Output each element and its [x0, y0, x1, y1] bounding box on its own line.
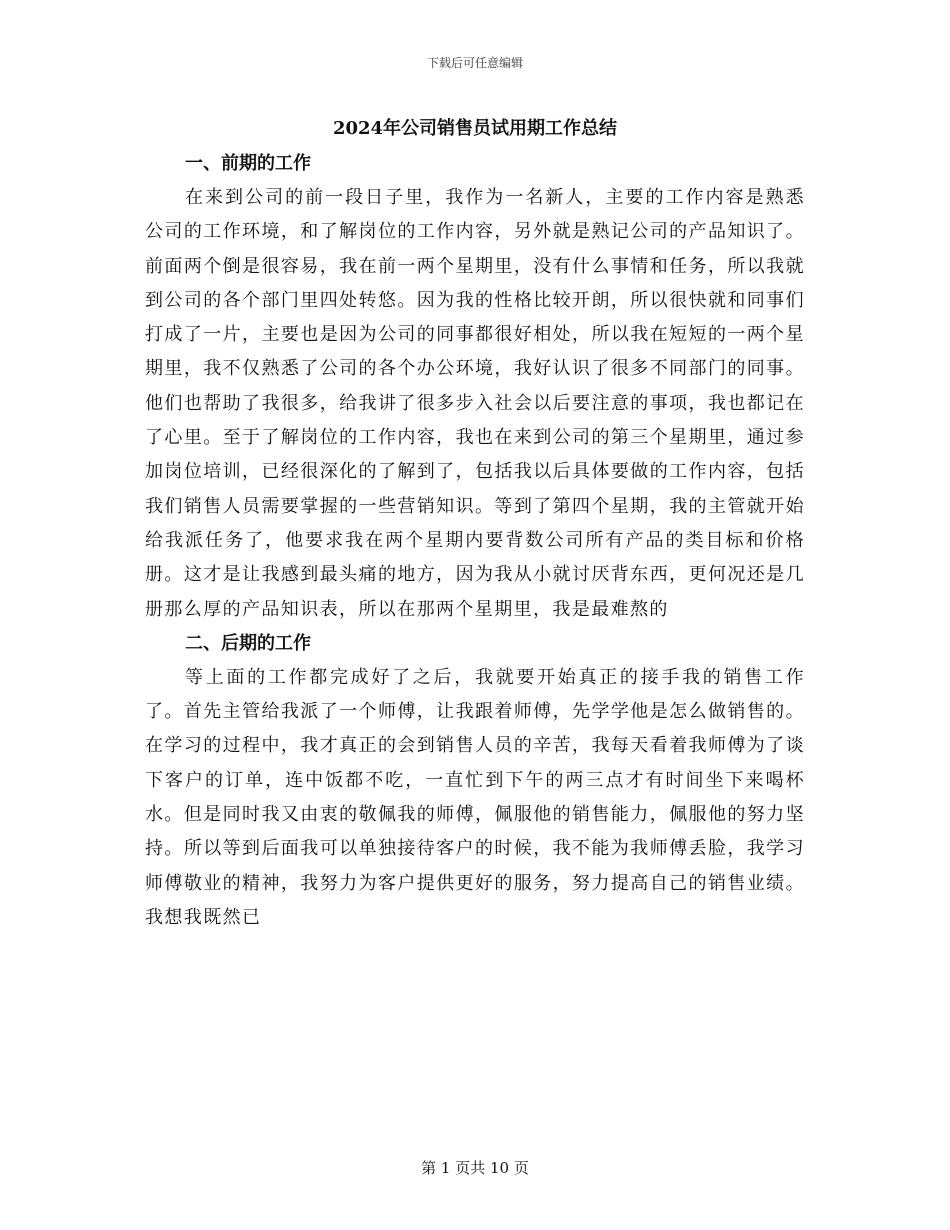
- document-title: 2024年公司销售员试用期工作总结: [332, 118, 618, 139]
- page-footer: 第 1 页共 10 页: [421, 1159, 529, 1177]
- section-early-work: [145, 147, 805, 627]
- section-later-work: [145, 627, 805, 935]
- document-body: [145, 147, 805, 935]
- section-paragraph: 等上面的工作都完成好了之后，我就要开始真正的接手我的销售工作了。首先主管给我派了一个师傅，让我跟着师傅，先学学他是怎么做销售的。在学习的过程中，我才真正的会到销售人员的辛苦，我每天看着我师傅为了谈下客户的订单，连中饭都不吃，一直忙到下午的两三点才有时间坐下来喝杯水。但是同时我又由衷的敬佩我的师傅，佩服他的销售能力，佩服他的努力坚持。所以等到后面我可以单独接待客户的时候，我不能为我师傅丢脸，我学习师傅敬业的精神，我努力为客户提供更好的服务，努力提高自己的销售业绩。我想我既然已: [145, 666, 805, 928]
- section-heading: 二、后期的工作: [185, 632, 311, 654]
- section-paragraph: 在来到公司的前一段日子里，我作为一名新人，主要的工作内容是熟悉公司的工作环境，和了解岗位的工作内容，另外就是熟记公司的产品知识了。前面两个倒是很容易，我在前一两个星期里，没有什么事情和任务，所以我就到公司的各个部门里四处转悠。因为我的性格比较开朗，所以很快就和同事们打成了一片，主要也是因为公司的同事都很好相处，所以我在短短的一两个星期里，我不仅熟悉了公司的各个办公环境，我好认识了很多不同部门的同事。他们也帮助了我很多，给我讲了很多步入社会以后要注意的事项，我也都记在了心里。至于了解岗位的工作内容，我也在来到公司的第三个星期里，通过参加岗位培训，已经很深化的了解到了，包括我以后具体要做的工作内容，包括我们销售人员需要掌握的一些营销知识。等到了第四个星期，我的主管就开始给我派任务了，他要求我在两个星期内要背数公司所有产品的类目标和价格册。这才是让我感到最头痛的地方，因为我从小就讨厌背东西，更何况还是几册那么厚的产品知识表，所以在那两个星期里，我是最难熬的: [145, 187, 805, 620]
- section-heading: 一、前期的工作: [185, 153, 311, 174]
- header-note: 下载后可任意编辑: [426, 56, 523, 70]
